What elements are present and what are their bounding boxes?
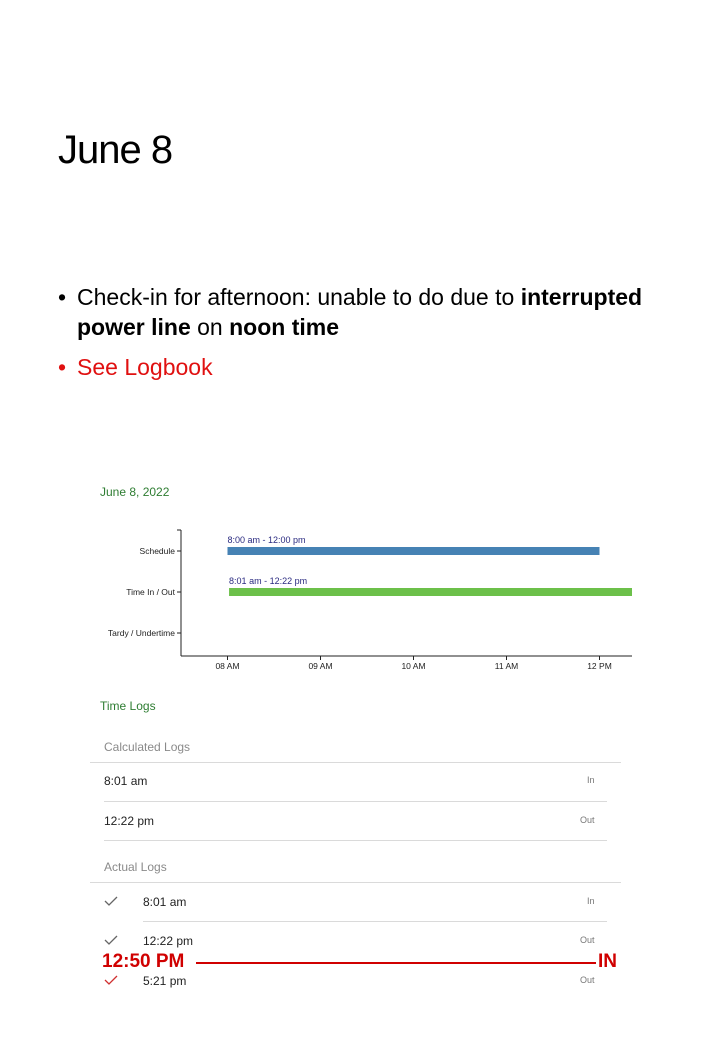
slide-title: June 8 <box>58 128 173 172</box>
x-tick-label: 11 AM <box>494 661 519 670</box>
y-tick-label: Time In / Out <box>126 587 175 597</box>
divider <box>104 801 607 802</box>
time-logs-title: Time Logs <box>100 699 156 713</box>
bullet-marker: • <box>58 284 67 310</box>
bullet-checkin <box>58 282 698 342</box>
attendance-timeline-chart <box>90 520 650 670</box>
y-tick-label: Schedule <box>139 546 175 556</box>
chart-date: June 8, 2022 <box>100 485 170 499</box>
bullet-see-logbook <box>58 352 698 382</box>
timeline-bar <box>228 547 600 555</box>
log-time: 8:01 am <box>104 774 148 788</box>
check-icon <box>104 895 118 907</box>
calculated-log-row <box>0 814 720 834</box>
log-time: 8:01 am <box>143 895 187 909</box>
annotation-time: 12:50 PM <box>102 951 185 972</box>
actual-log-row <box>0 895 720 915</box>
annotation-in-label: IN <box>598 951 617 972</box>
calculated-log-row <box>0 774 720 794</box>
log-type: Out <box>580 975 595 985</box>
bullet-bold-noon-time: noon time <box>229 314 340 340</box>
x-tick-label: 10 AM <box>401 661 426 670</box>
calculated-logs-header: Calculated Logs <box>104 740 191 754</box>
bullet-text-part: on <box>190 314 230 340</box>
bullet-bold-power-line: interrupted power line <box>77 284 643 340</box>
annotation-line <box>196 962 596 964</box>
x-tick-label: 09 AM <box>308 661 333 670</box>
actual-logs-header: Actual Logs <box>104 860 167 874</box>
bullet-text-part: Check-in for afternoon: unable to do due to <box>77 284 521 310</box>
divider <box>90 762 621 763</box>
log-time: 12:22 pm <box>143 934 194 948</box>
check-icon <box>104 934 118 946</box>
check-icon <box>104 974 118 986</box>
log-time: 12:22 pm <box>104 814 155 828</box>
bar-label: 8:00 am - 12:00 pm <box>227 535 306 545</box>
timeline-bar <box>229 588 632 596</box>
log-type: Out <box>580 935 595 945</box>
divider <box>90 882 621 883</box>
x-tick-label: 08 AM <box>215 661 240 670</box>
bullet-marker: • <box>58 354 67 380</box>
bullet-see-logbook-text: See Logbook <box>77 354 213 380</box>
log-type: In <box>587 896 595 906</box>
bullet-list <box>58 282 698 382</box>
x-tick-label: 12 PM <box>587 661 612 670</box>
bar-label: 8:01 am - 12:22 pm <box>229 576 308 586</box>
log-type: Out <box>580 815 595 825</box>
log-type: In <box>587 775 595 785</box>
log-time: 5:21 pm <box>143 974 187 988</box>
y-tick-label: Tardy / Undertime <box>107 628 175 638</box>
divider <box>104 840 607 841</box>
actual-log-row <box>0 974 720 994</box>
divider <box>143 921 607 922</box>
